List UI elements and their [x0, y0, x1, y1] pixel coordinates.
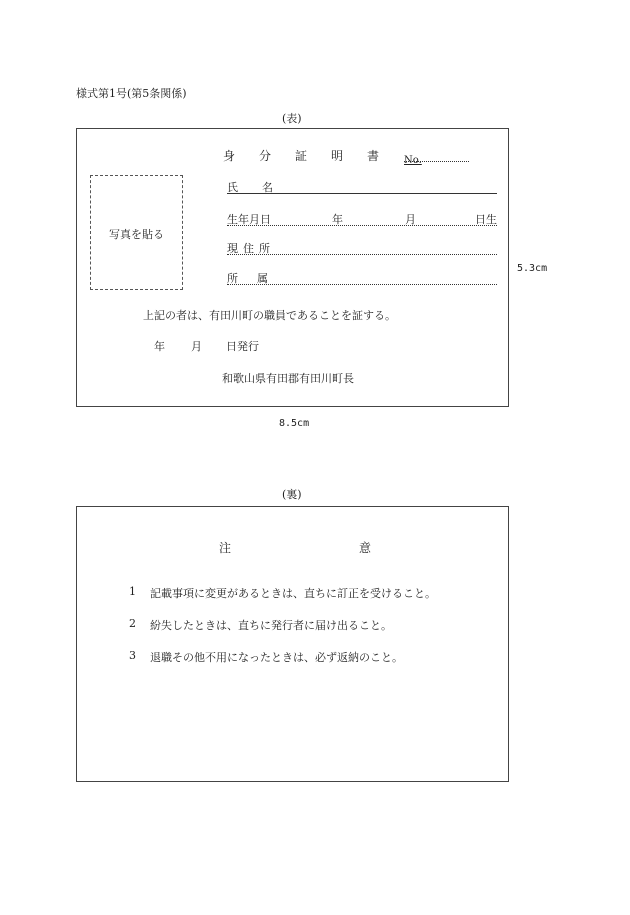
number-field[interactable] [404, 148, 469, 166]
birth-year-label: 年 [332, 213, 343, 226]
note-title-char: 注 [219, 541, 232, 555]
note-item-number: 2 [129, 617, 136, 630]
note-item-text: 紛失したときは、直ちに発行者に届け出ること。 [150, 619, 392, 632]
card-title-char: 書 [367, 149, 380, 163]
birth-date-label: 生年月日 [227, 213, 271, 226]
address-label-char: 住 [243, 242, 254, 255]
note-item-number: 1 [129, 585, 136, 598]
issuer-name: 和歌山県有田郡有田川町長 [222, 372, 354, 385]
issue-day-label: 日発行 [226, 340, 259, 353]
address-label-char: 所 [259, 242, 270, 255]
photo-label: 写真を貼る [109, 228, 164, 241]
certification-text: 上記の者は、有田川町の職員であることを証する。 [143, 309, 396, 322]
card-title-char: 分 [259, 149, 272, 163]
birth-date-field[interactable] [227, 211, 497, 226]
department-label-char: 所 [227, 272, 238, 285]
name-label-char: 氏 [227, 181, 238, 194]
note-item-text: 退職その他不用になったときは、必ず返納のこと。 [150, 651, 403, 664]
photo-placeholder [90, 175, 183, 290]
id-card-back [76, 506, 509, 782]
note-item-text: 記載事項に変更があるときは、直ちに訂正を受けること。 [150, 587, 436, 600]
name-label-char: 名 [262, 181, 273, 194]
front-side-label: (表) [282, 112, 302, 125]
address-label-char: 現 [227, 242, 238, 255]
issue-month-label: 月 [191, 340, 202, 353]
department-field[interactable] [227, 270, 497, 285]
card-title-char: 明 [331, 149, 344, 163]
height-dimension: 5.3cm [517, 263, 548, 274]
birth-month-label: 月 [405, 213, 416, 226]
birth-day-label: 日生 [475, 213, 497, 226]
number-label: No. [404, 155, 422, 166]
back-side-label: (裏) [282, 488, 302, 501]
note-item-number: 3 [129, 649, 136, 662]
address-field[interactable] [227, 240, 497, 255]
issue-year-label: 年 [154, 340, 165, 353]
name-field[interactable] [227, 179, 497, 194]
note-title-char: 意 [359, 541, 372, 555]
card-title-char: 身 [223, 149, 236, 163]
id-card-front [76, 128, 509, 407]
width-dimension: 8.5cm [279, 418, 310, 429]
department-label-char: 属 [257, 272, 268, 285]
card-title-char: 証 [295, 149, 308, 163]
form-title: 様式第1号(第5条関係) [76, 87, 187, 100]
